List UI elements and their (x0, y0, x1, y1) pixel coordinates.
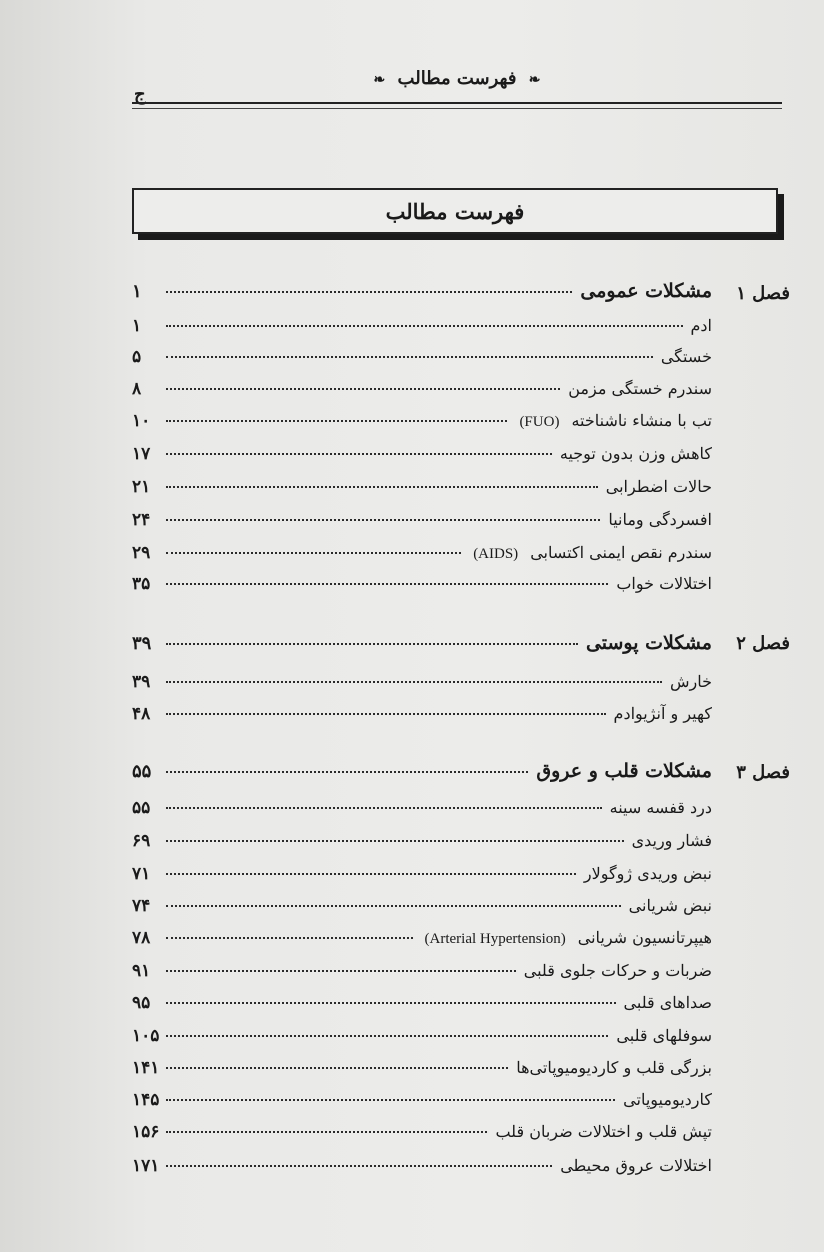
leader-dots (166, 420, 507, 422)
entry-page: ۳۹ (132, 672, 151, 692)
leader-dots (166, 771, 528, 773)
header-rule (132, 108, 782, 109)
entry-title: نبض وریدی ژوگولار (583, 864, 712, 883)
entry-title: نبض شریانی (628, 896, 712, 915)
entry-title: حالات اضطرابی (605, 477, 712, 496)
toc-entry[interactable] (132, 1122, 712, 1150)
chapter-label: فصل ۲ (736, 633, 790, 654)
entry-latin: (FUO) (519, 414, 560, 430)
entry-page: ۱۰۵ (132, 1026, 160, 1046)
chapter-title: مشکلات قلب و عروق (536, 760, 712, 782)
toc-entry[interactable] (132, 961, 712, 989)
running-head-text: فهرست مطالب (397, 68, 517, 89)
toc-title: فهرست مطالب (385, 198, 525, 224)
header-rule (132, 102, 782, 104)
leader-dots (166, 840, 624, 842)
chapter-page: ۳۹ (132, 633, 152, 654)
entry-title: فشار وریدی (631, 831, 712, 850)
entry-page: ۱۴۵ (132, 1090, 160, 1110)
leader-dots (166, 1067, 508, 1069)
leader-dots (166, 905, 621, 907)
toc-entry[interactable] (132, 347, 712, 375)
entry-latin: (Arterial Hypertension) (424, 931, 566, 947)
entry-page: ۷۸ (132, 928, 151, 948)
chapter-row[interactable] (132, 760, 712, 788)
entry-title: اختلالات خواب (616, 574, 712, 593)
entry-title: خارش (669, 672, 712, 691)
toc-entry[interactable] (132, 574, 712, 602)
entry-title: تب با منشاء ناشناخته (571, 411, 712, 430)
toc-entry[interactable] (132, 864, 712, 892)
chapter-label: فصل ۱ (736, 283, 790, 304)
toc-entry[interactable] (132, 1058, 712, 1086)
toc-entry[interactable] (132, 379, 712, 407)
entry-page: ۵۵ (132, 798, 151, 818)
toc-entry[interactable] (132, 1090, 712, 1118)
toc-entry[interactable] (132, 993, 712, 1021)
running-head (132, 66, 782, 106)
entry-page: ۱ (132, 316, 142, 336)
leader-dots (166, 937, 413, 939)
entry-title: درد قفسه سینه (609, 798, 712, 817)
entry-page: ۱۴۱ (132, 1058, 160, 1078)
entry-page: ۹۱ (132, 961, 151, 981)
entry-title: هیپرتانسیون شریانی (577, 928, 712, 947)
entry-title: خستگی (660, 347, 712, 366)
toc-entry[interactable] (132, 411, 712, 439)
leader-dots (166, 325, 683, 327)
leader-dots (166, 713, 606, 715)
entry-latin: (AIDS) (473, 546, 519, 562)
ornament-icon: ❧ (373, 72, 386, 88)
entry-page: ۶۹ (132, 831, 151, 851)
entry-page: ۱۰ (132, 411, 151, 431)
toc-entry[interactable] (132, 477, 712, 505)
chapter-title: مشکلات پوستی (585, 632, 712, 654)
entry-page: ۷۱ (132, 864, 151, 884)
toc-entry[interactable] (132, 928, 712, 956)
toc-entry[interactable] (132, 672, 712, 700)
leader-dots (166, 1165, 552, 1167)
page-number: ج (134, 84, 146, 105)
entry-title: ضربات و حرکات جلوی قلبی (523, 961, 712, 980)
entry-page: ۸ (132, 379, 142, 399)
entry-page: ۲۱ (132, 477, 151, 497)
leader-dots (166, 1035, 608, 1037)
toc-entry[interactable] (132, 543, 712, 571)
chapter-label: فصل ۳ (736, 762, 790, 783)
entry-title: کاردیومیوپاتی (623, 1090, 712, 1109)
running-head-title (132, 68, 782, 89)
entry-page: ۴۸ (132, 704, 151, 724)
entry-title: بزرگی قلب و کاردیومیوپاتی‌ها (516, 1058, 712, 1077)
leader-dots (166, 291, 572, 293)
toc-title-box (132, 188, 778, 234)
leader-dots (166, 681, 662, 683)
toc-entry[interactable] (132, 831, 712, 859)
entry-page: ۱۷۱ (132, 1156, 160, 1176)
leader-dots (166, 1099, 615, 1101)
entry-title: کاهش وزن بدون توجیه (559, 444, 712, 463)
entry-title: تپش قلب و اختلالات ضربان قلب (495, 1122, 712, 1141)
entry-page: ۹۵ (132, 993, 151, 1013)
toc-entry[interactable] (132, 704, 712, 732)
entry-page: ۵ (132, 347, 142, 367)
entry-page: ۷۴ (132, 896, 151, 916)
leader-dots (166, 1002, 616, 1004)
entry-page: ۲۴ (132, 510, 151, 530)
toc-entry[interactable] (132, 798, 712, 826)
entry-title: اختلالات عروق محیطی (560, 1156, 712, 1175)
entry-title: ادم (690, 316, 712, 335)
leader-dots (166, 552, 461, 554)
leader-dots (166, 807, 602, 809)
entry-page: ۱۵۶ (132, 1122, 160, 1142)
entry-page: ۱۷ (132, 444, 151, 464)
toc-entry[interactable] (132, 1026, 712, 1054)
entry-page: ۲۹ (132, 543, 151, 563)
toc-entry[interactable] (132, 316, 712, 344)
leader-dots (166, 388, 560, 390)
leader-dots (166, 356, 653, 358)
toc-entry[interactable] (132, 444, 712, 472)
toc-entry[interactable] (132, 510, 712, 538)
entry-page: ۳۵ (132, 574, 151, 594)
chapter-title: مشکلات عمومی (580, 280, 712, 302)
entry-title: سندرم نقص ایمنی اکتسابی (530, 543, 712, 562)
leader-dots (166, 583, 608, 585)
ornament-icon: ❧ (528, 72, 541, 88)
leader-dots (166, 873, 576, 875)
chapter-page: ۱ (132, 281, 142, 302)
entry-title: صداهای قلبی (623, 993, 712, 1012)
chapter-row[interactable] (132, 632, 712, 660)
entry-title: سندرم خستگی مزمن (568, 379, 712, 398)
toc-entry[interactable] (132, 1156, 712, 1184)
entry-title: کهیر و آنژیوادم (613, 704, 712, 723)
toc-entry[interactable] (132, 896, 712, 924)
leader-dots (166, 453, 552, 455)
entry-title: افسردگی ومانیا (608, 510, 712, 529)
leader-dots (166, 643, 578, 645)
chapter-row[interactable] (132, 280, 712, 308)
entry-title: سوفلهای قلبی (616, 1026, 712, 1045)
leader-dots (166, 519, 600, 521)
chapter-page: ۵۵ (132, 761, 152, 782)
leader-dots (166, 970, 516, 972)
leader-dots (166, 1131, 487, 1133)
leader-dots (166, 486, 598, 488)
